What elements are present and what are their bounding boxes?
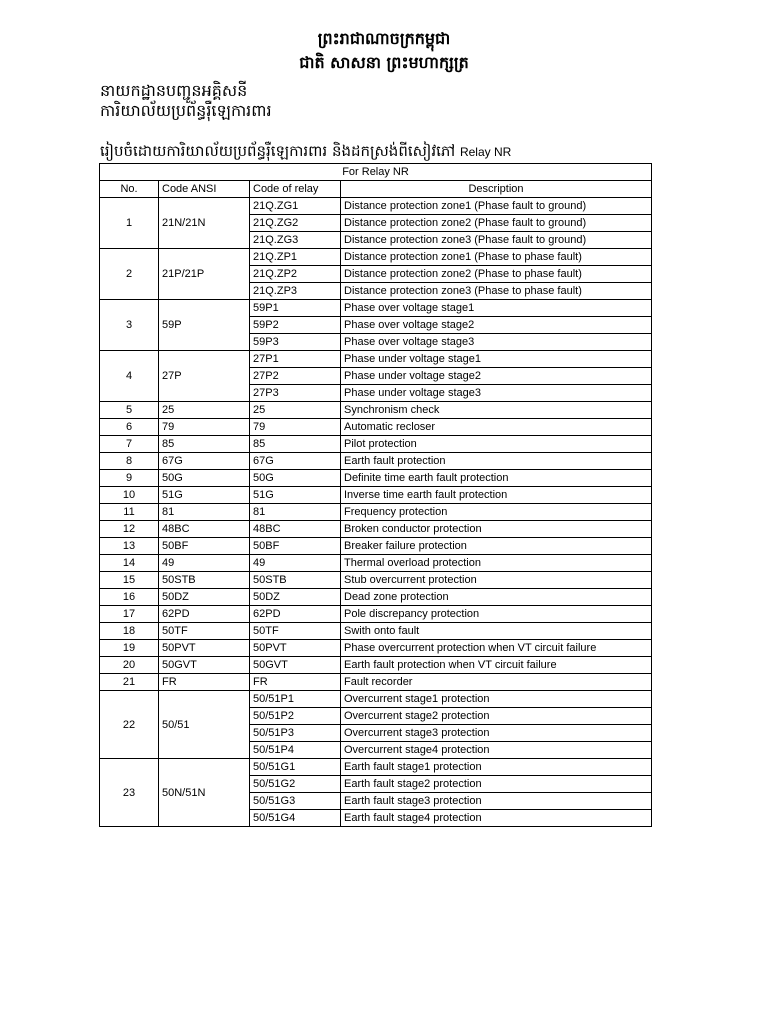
department-name: នាយកដ្ឋានបញ្ជូនអគ្គិសនី xyxy=(100,81,248,100)
code-ansi-cell: 48BC xyxy=(159,521,250,538)
code-of-relay-cell: 27P1 xyxy=(250,351,341,368)
code-ansi-cell: 50TF xyxy=(159,623,250,640)
description-cell: Fault recorder xyxy=(341,674,652,691)
code-ansi-cell: 62PD xyxy=(159,606,250,623)
description-cell: Phase under voltage stage3 xyxy=(341,385,652,402)
header-description: Description xyxy=(341,181,652,198)
office-name: ការិយាល័យប្រព័ន្ធរ៉ឺឡេការពារ xyxy=(100,101,272,120)
description-cell: Automatic recloser xyxy=(341,419,652,436)
description-cell: Distance protection zone1 (Phase fault to ground) xyxy=(341,198,652,215)
table-row xyxy=(100,555,652,572)
code-of-relay-cell: 21Q.ZP2 xyxy=(250,266,341,283)
code-of-relay-cell: 50TF xyxy=(250,623,341,640)
description-cell: Broken conductor protection xyxy=(341,521,652,538)
code-of-relay-cell: 21Q.ZP3 xyxy=(250,283,341,300)
description-cell: Distance protection zone3 (Phase fault to ground) xyxy=(341,232,652,249)
code-of-relay-cell: FR xyxy=(250,674,341,691)
code-ansi-cell: 21P/21P xyxy=(159,249,250,300)
row-number: 22 xyxy=(100,691,159,759)
national-motto: ជាតិ សាសនា ព្រះមហាក្សត្រ xyxy=(299,53,469,72)
description-cell: Synchronism check xyxy=(341,402,652,419)
code-ansi-cell: FR xyxy=(159,674,250,691)
code-of-relay-cell: 21Q.ZG1 xyxy=(250,198,341,215)
code-of-relay-cell: 21Q.ZG2 xyxy=(250,215,341,232)
row-number: 11 xyxy=(100,504,159,521)
code-ansi-cell: 79 xyxy=(159,419,250,436)
row-number: 19 xyxy=(100,640,159,657)
description-cell: Overcurrent stage1 protection xyxy=(341,691,652,708)
table-caption: For Relay NR xyxy=(100,164,652,181)
kingdom-header: ព្រះរាជាណាចក្រកម្ពុជា xyxy=(317,29,451,48)
table-row xyxy=(100,249,652,266)
table-row xyxy=(100,419,652,436)
code-of-relay-cell: 81 xyxy=(250,504,341,521)
code-of-relay-cell: 27P3 xyxy=(250,385,341,402)
row-number: 8 xyxy=(100,453,159,470)
table-row xyxy=(100,657,652,674)
table-row xyxy=(100,487,652,504)
relay-code-table xyxy=(99,163,652,827)
description-cell: Distance protection zone2 (Phase to phase fault) xyxy=(341,266,652,283)
description-cell: Earth fault stage4 protection xyxy=(341,810,652,827)
code-ansi-cell: 50PVT xyxy=(159,640,250,657)
code-ansi-cell: 21N/21N xyxy=(159,198,250,249)
description-cell: Pilot protection xyxy=(341,436,652,453)
table-row xyxy=(100,351,652,368)
prepared-by-line xyxy=(100,140,511,163)
table-row xyxy=(100,453,652,470)
header-code-of-relay: Code of relay xyxy=(250,181,341,198)
description-cell: Phase over voltage stage1 xyxy=(341,300,652,317)
code-of-relay-cell: 50/51G2 xyxy=(250,776,341,793)
table-row xyxy=(100,300,652,317)
code-of-relay-cell: 50/51G3 xyxy=(250,793,341,810)
code-of-relay-cell: 67G xyxy=(250,453,341,470)
description-cell: Dead zone protection xyxy=(341,589,652,606)
table-header-row xyxy=(100,181,652,198)
row-number: 16 xyxy=(100,589,159,606)
description-cell: Distance protection zone3 (Phase to phase fault) xyxy=(341,283,652,300)
description-cell: Thermal overload protection xyxy=(341,555,652,572)
table-row xyxy=(100,640,652,657)
code-of-relay-cell: 50GVT xyxy=(250,657,341,674)
code-ansi-cell: 25 xyxy=(159,402,250,419)
code-ansi-cell: 51G xyxy=(159,487,250,504)
description-cell: Earth fault stage1 protection xyxy=(341,759,652,776)
code-ansi-cell: 85 xyxy=(159,436,250,453)
code-of-relay-cell: 50/51P2 xyxy=(250,708,341,725)
table-row xyxy=(100,521,652,538)
description-cell: Inverse time earth fault protection xyxy=(341,487,652,504)
row-number: 5 xyxy=(100,402,159,419)
code-ansi-cell: 49 xyxy=(159,555,250,572)
header-code-ansi: Code ANSI xyxy=(159,181,250,198)
code-of-relay-cell: 59P2 xyxy=(250,317,341,334)
code-of-relay-cell: 50PVT xyxy=(250,640,341,657)
table-row xyxy=(100,538,652,555)
code-of-relay-cell: 21Q.ZG3 xyxy=(250,232,341,249)
table-body xyxy=(100,198,652,827)
code-ansi-cell: 50DZ xyxy=(159,589,250,606)
description-cell: Swith onto fault xyxy=(341,623,652,640)
description-cell: Phase under voltage stage1 xyxy=(341,351,652,368)
code-ansi-cell: 59P xyxy=(159,300,250,351)
code-of-relay-cell: 85 xyxy=(250,436,341,453)
row-number: 2 xyxy=(100,249,159,300)
description-cell: Frequency protection xyxy=(341,504,652,521)
code-of-relay-cell: 48BC xyxy=(250,521,341,538)
row-number: 7 xyxy=(100,436,159,453)
row-number: 23 xyxy=(100,759,159,827)
description-cell: Phase over voltage stage2 xyxy=(341,317,652,334)
code-of-relay-cell: 50/51P3 xyxy=(250,725,341,742)
row-number: 6 xyxy=(100,419,159,436)
code-ansi-cell: 50BF xyxy=(159,538,250,555)
table-row xyxy=(100,572,652,589)
row-number: 1 xyxy=(100,198,159,249)
code-of-relay-cell: 50/51P1 xyxy=(250,691,341,708)
code-ansi-cell: 50G xyxy=(159,470,250,487)
code-of-relay-cell: 25 xyxy=(250,402,341,419)
code-ansi-cell: 67G xyxy=(159,453,250,470)
prepared-by-text: រៀបចំដោយការិយាល័យប្រព័ន្ធរ៉ឺឡេការពារ និងដកស្រង់ពីសៀវភៅ xyxy=(100,142,456,160)
row-number: 9 xyxy=(100,470,159,487)
description-cell: Overcurrent stage2 protection xyxy=(341,708,652,725)
description-cell: Earth fault stage2 protection xyxy=(341,776,652,793)
code-ansi-cell: 50STB xyxy=(159,572,250,589)
code-of-relay-cell: 27P2 xyxy=(250,368,341,385)
code-of-relay-cell: 59P1 xyxy=(250,300,341,317)
row-number: 12 xyxy=(100,521,159,538)
description-cell: Overcurrent stage4 protection xyxy=(341,742,652,759)
table-row xyxy=(100,436,652,453)
description-cell: Overcurrent stage3 protection xyxy=(341,725,652,742)
code-of-relay-cell: 50BF xyxy=(250,538,341,555)
description-cell: Distance protection zone1 (Phase to phase fault) xyxy=(341,249,652,266)
code-of-relay-cell: 50/51G1 xyxy=(250,759,341,776)
description-cell: Phase under voltage stage2 xyxy=(341,368,652,385)
row-number: 4 xyxy=(100,351,159,402)
description-cell: Pole discrepancy protection xyxy=(341,606,652,623)
code-of-relay-cell: 50STB xyxy=(250,572,341,589)
code-ansi-cell: 81 xyxy=(159,504,250,521)
table-row xyxy=(100,198,652,215)
code-of-relay-cell: 50G xyxy=(250,470,341,487)
code-of-relay-cell: 62PD xyxy=(250,606,341,623)
table-row xyxy=(100,623,652,640)
code-of-relay-cell: 51G xyxy=(250,487,341,504)
row-number: 17 xyxy=(100,606,159,623)
row-number: 18 xyxy=(100,623,159,640)
code-of-relay-cell: 50/51G4 xyxy=(250,810,341,827)
table-row xyxy=(100,759,652,776)
description-cell: Stub overcurrent protection xyxy=(341,572,652,589)
table-row xyxy=(100,589,652,606)
table-row xyxy=(100,691,652,708)
code-ansi-cell: 50/51 xyxy=(159,691,250,759)
description-cell: Definite time earth fault protection xyxy=(341,470,652,487)
description-cell: Earth fault protection when VT circuit failure xyxy=(341,657,652,674)
row-number: 13 xyxy=(100,538,159,555)
description-cell: Earth fault stage3 protection xyxy=(341,793,652,810)
row-number: 14 xyxy=(100,555,159,572)
table-row xyxy=(100,470,652,487)
description-cell: Phase overcurrent protection when VT circuit failure xyxy=(341,640,652,657)
code-of-relay-cell: 21Q.ZP1 xyxy=(250,249,341,266)
row-number: 20 xyxy=(100,657,159,674)
table-row xyxy=(100,504,652,521)
code-of-relay-cell: 50/51P4 xyxy=(250,742,341,759)
header-no: No. xyxy=(100,181,159,198)
table-row xyxy=(100,402,652,419)
code-ansi-cell: 50GVT xyxy=(159,657,250,674)
code-of-relay-cell: 59P3 xyxy=(250,334,341,351)
prepared-by-relay: Relay NR xyxy=(459,145,512,159)
description-cell: Earth fault protection xyxy=(341,453,652,470)
description-cell: Breaker failure protection xyxy=(341,538,652,555)
row-number: 10 xyxy=(100,487,159,504)
code-of-relay-cell: 50DZ xyxy=(250,589,341,606)
description-cell: Phase over voltage stage3 xyxy=(341,334,652,351)
table-row xyxy=(100,674,652,691)
row-number: 3 xyxy=(100,300,159,351)
description-cell: Distance protection zone2 (Phase fault to ground) xyxy=(341,215,652,232)
table-row xyxy=(100,606,652,623)
code-of-relay-cell: 79 xyxy=(250,419,341,436)
row-number: 15 xyxy=(100,572,159,589)
code-ansi-cell: 50N/51N xyxy=(159,759,250,827)
row-number: 21 xyxy=(100,674,159,691)
code-of-relay-cell: 49 xyxy=(250,555,341,572)
code-ansi-cell: 27P xyxy=(159,351,250,402)
